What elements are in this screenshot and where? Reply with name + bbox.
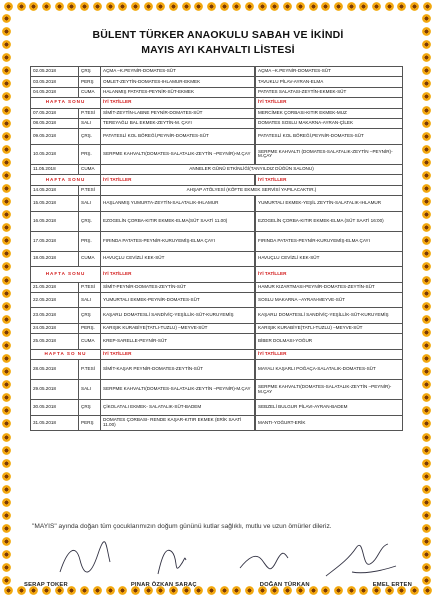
morning-meal: SERPME KAHVALTI(DOMATES-SALATALIK-ZEYTİN –PEYNİR)-M.ÇAY [101,380,255,400]
signatory-names [24,582,412,588]
weekday-cell: CUMA [79,87,101,97]
sunflower-icon [372,2,381,11]
sunflower-icon [2,119,11,128]
morning-meal: SİMİT-KAŞAR PEYNİR-DOMATES-ZEYTİN-SÜT [101,360,255,380]
morning-meal: TEREYAĞLI BAL EKMEK-ZEYTİN-M. ÇAYI [101,118,255,128]
sunflower-icon [2,498,11,507]
sunflower-icon [245,2,254,11]
weekday-cell: SALI [79,380,101,400]
sunflower-icon [232,2,241,11]
table-row [31,144,403,164]
sunflower-icon [422,328,431,337]
table-row [31,164,403,174]
sunflower-icon [2,210,11,219]
sunflower-icon [422,341,431,350]
weekend-label: HAFTA SONU [31,98,101,108]
signature-4 [322,538,402,582]
sunflower-icon [2,367,11,376]
morning-meal: SİMİT-ZEYTİN-LABNE PEYNİR-DOMATES-SÜT [101,108,255,118]
weekday-cell: SALI [79,118,101,128]
morning-meal: HALANMIŞ PATATES-PEYNİR-SÜT-EKMEK [101,87,255,97]
date-cell: 23.05.2018 [31,308,79,324]
morning-meal: YUMURTALI EKMEK-PEYNİR-DOMATES-SÜT [101,292,255,308]
weekday-cell: SALI [79,292,101,308]
table-row [31,308,403,324]
sunflower-icon [4,2,13,11]
table-row [31,292,403,308]
sunflower-icon [422,524,431,533]
weekday-cell: CUMA [79,251,101,267]
weekend-row [31,98,403,108]
sunflower-icon [93,2,102,11]
sunflower-icon [359,2,368,11]
date-cell: 29.05.2018 [31,380,79,400]
sunflower-icon [422,236,431,245]
afternoon-meal: EZOGELİN ÇORBA-KITIR EKMEK-ELMA (SÜT SAATİ 16:00) [256,211,403,231]
sunflower-icon [67,2,76,11]
sunflower-icon [423,2,432,11]
weekday-cell: CUMA [79,164,101,174]
sunflower-icon [422,419,431,428]
border-right [422,14,434,586]
afternoon-meal: SOSLU MAKARNA –AYRAN-MEYVE-SÜT [256,292,403,308]
sunflower-icon [55,2,64,11]
sunflower-icon [207,2,216,11]
weekend-row [31,175,403,185]
morning-meal: İYİ TATİLLER [101,267,255,283]
weekday-cell: PERŞ [79,77,101,87]
date-cell: 16.05.2018 [31,211,79,231]
sunflower-icon [2,79,11,88]
table-row [31,360,403,380]
table-row [31,108,403,118]
morning-meal: OMLET-ZEYTİN-DOMATES-IHLAMUR-EKMEK [101,77,255,87]
table-row [31,415,403,431]
sunflower-icon [2,419,11,428]
weekend-label: HAFTA SO NU [31,349,101,359]
sunflower-icon [2,537,11,546]
sunflower-icon [2,66,11,75]
sunflower-icon [2,223,11,232]
afternoon-meal: YUMURTALI EKMEK-YEŞİL ZEYTİN-SALATALIK-IHLAMUR [256,196,403,212]
date-cell: 30.05.2018 [31,400,79,416]
afternoon-meal: KAŞARLI DOMATESLİ SANDİVİÇ-YEŞİLLİK-SÜT-KURUYEMİŞ [256,308,403,324]
sunflower-icon [283,2,292,11]
morning-meal: İYİ TATİLLER [101,349,255,359]
sunflower-icon [422,145,431,154]
table-row [31,129,403,145]
morning-meal: KARIŞIK KURABİYE(TATLI-TUZLU) –MEYVE-SÜT [101,323,255,333]
weekday-cell: ÇRŞ [79,308,101,324]
date-cell: 03.05.2018 [31,77,79,87]
sunflower-icon [321,2,330,11]
sunflower-icon [2,14,11,23]
sunflower-icon [182,2,191,11]
sunflower-icon [2,106,11,115]
sunflower-icon [422,563,431,572]
table-row [31,67,403,77]
sunflower-icon [296,2,305,11]
afternoon-meal: MAYALI KAŞARLI POĞAÇA-SALATALIK-DOMATES-SÜT [256,360,403,380]
date-cell: 24.05.2018 [31,323,79,333]
morning-meal: İYİ TATİLLER [101,98,255,108]
weekend-row [31,267,403,283]
sunflower-icon [422,367,431,376]
weekday-cell: P.TESİ [79,185,101,195]
sunflower-icon [144,2,153,11]
sunflower-icon [2,354,11,363]
sunflower-icon [42,2,51,11]
sunflower-icon [422,354,431,363]
table-row [31,251,403,267]
signatory-1: SERAP TOKER [24,582,68,588]
sunflower-icon [422,380,431,389]
afternoon-meal: TAVUKLU PİLAV-AYRAN-ELMA [256,77,403,87]
weekday-cell: CUMA [79,334,101,350]
afternoon-meal: FIRINDA PATATES-PEYNİR-KURUYEMİŞ-ELMA ÇAYI [256,231,403,251]
sunflower-icon [270,2,279,11]
date-cell: 04.05.2018 [31,87,79,97]
afternoon-meal: SERPME KAHVALTI(DOMATES-SALATALIK-ZEYTİN –PEYNİR)-M.ÇAY [256,380,403,400]
sunflower-icon [422,315,431,324]
sunflower-icon [131,2,140,11]
table-row [31,282,403,292]
sunflower-icon [29,2,38,11]
sunflower-icon [2,249,11,258]
weekday-cell: P.TESİ [79,282,101,292]
weekend-label: HAFTA SONU [31,175,101,185]
sunflower-icon [106,2,115,11]
morning-meal: SİMİT-PEYNİR-DOMATES-ZEYTİN-SÜT [101,282,255,292]
date-cell: 21.05.2018 [31,282,79,292]
date-cell: 14.05.2018 [31,185,79,195]
afternoon-meal: BİBER DOLMASI-YOĞUR [256,334,403,350]
signatory-3: DOĞAN TÜRKAN [259,582,310,588]
table-row [31,118,403,128]
sunflower-icon [2,446,11,455]
sunflower-icon [2,92,11,101]
weekday-cell: ÇRŞ. [79,211,101,231]
date-cell: 18.05.2018 [31,251,79,267]
sunflower-icon [422,66,431,75]
weekday-cell: P.TESİ [79,108,101,118]
sunflower-icon [422,393,431,402]
signatory-2: PINAR ÖZKAN SARAÇ [130,582,197,588]
event-cell: AHŞAP ATÖLYESİ (KÖFTE EKMEK SERVİSİ YAPILACAKTIR.) [101,185,403,195]
sunflower-icon [2,145,11,154]
sunflower-icon [2,315,11,324]
sunflower-icon [334,2,343,11]
sunflower-icon [422,498,431,507]
sunflower-icon [422,249,431,258]
sunflower-icon [422,158,431,167]
sunflower-icon [2,393,11,402]
sunflower-icon [2,524,11,533]
afternoon-meal: KARIŞIK KURABİYE(TATLI-TUZLU) –MEYVE-SÜT [256,323,403,333]
sunflower-icon [2,406,11,415]
sunflower-icon [422,537,431,546]
border-top [4,2,432,14]
sunflower-icon [422,171,431,180]
morning-meal: HAŞLANMIŞ YUMURTA-ZEYTİN-SALATALIK-IHLAMUR [101,196,255,212]
sunflower-icon [2,171,11,180]
morning-meal: DOMATES ÇORBASI- RENDE KAŞAR-KITIR EKMEK (ERİK SAATİ 11.00) [101,415,255,431]
sunflower-icon [347,2,356,11]
date-cell: 28.05.2018 [31,360,79,380]
date-cell: 15.05.2018 [31,196,79,212]
sunflower-icon [422,406,431,415]
signature-1 [54,538,114,582]
table-row [31,231,403,251]
morning-meal: EZOGELİN ÇORBA-KITIR EKMEK-ELMA(SÜT SAATİ 11.00) [101,211,255,231]
sunflower-icon [385,2,394,11]
date-cell: 08.05.2018 [31,118,79,128]
morning-meal: İYİ TATİLLER [101,175,255,185]
weekday-cell: P.TESİ [79,360,101,380]
morning-meal: SERPME KAHVALTI(DOMATES-SALATALIK-ZEYTİN –PEYNİR)-M.ÇAY [101,144,255,164]
sunflower-icon [422,550,431,559]
weekday-cell: PRŞ. [79,144,101,164]
date-cell: 11.05.2018 [31,164,79,174]
sunflower-icon [422,446,431,455]
sunflower-icon [422,262,431,271]
sunflower-icon [169,2,178,11]
weekday-cell: PRŞ. [79,231,101,251]
afternoon-meal: HAMUR KIZARTMASI-PEYNİR-DOMATES-ZEYTİN-SÜT [256,282,403,292]
sunflower-icon [422,106,431,115]
sunflower-icon [422,289,431,298]
afternoon-meal: PATATES SALATASI-ZEYTİN-EKMEK-SÜT [256,87,403,97]
date-cell: 17.05.2018 [31,231,79,251]
sunflower-icon [422,184,431,193]
weekend-label: HAFTA SONU [31,267,101,283]
morning-meal: FIRINDA PATATES-PEYNİR-KURUYEMİŞ-ELMA ÇAYI [101,231,255,251]
birthday-note: "MAYIS" ayında doğan tüm çocuklarımızın doğum gününü kutlar sağlıklı, mutlu ve uzun ömürler dileriz. [32,523,332,530]
table-row [31,400,403,416]
sunflower-icon [422,433,431,442]
signature-2 [150,538,190,582]
sunflower-icon [2,380,11,389]
morning-meal: KREP-SARELLE-PEYNİR-SÜT [101,334,255,350]
date-cell: 22.05.2018 [31,292,79,308]
sunflower-icon [422,472,431,481]
morning-meal: AÇMA –K.PEYNİR-DOMATES-SÜT [101,67,255,77]
weekend-row [31,349,403,359]
weekday-cell: ÇRŞ [79,67,101,77]
breakfast-table [30,66,403,431]
sunflower-icon [4,586,13,595]
sunflower-icon [156,2,165,11]
sunflower-icon [309,2,318,11]
sunflower-icon [2,576,11,585]
sunflower-icon [2,433,11,442]
sunflower-icon [422,92,431,101]
table-row [31,334,403,350]
sunflower-icon [2,276,11,285]
table-row [31,77,403,87]
sunflower-icon [80,2,89,11]
sunflower-icon [2,184,11,193]
afternoon-meal: MANTI-YOĞURT-ERİK [256,415,403,431]
sunflower-icon [422,485,431,494]
sunflower-icon [422,276,431,285]
table-row [31,87,403,97]
sunflower-icon [423,586,432,595]
sunflower-icon [422,511,431,520]
sunflower-icon [2,197,11,206]
weekday-cell: PERŞ [79,415,101,431]
afternoon-meal: PATATESLİ KOL BÖREĞİ,PEYNİR-DOMATES-SÜT [256,129,403,145]
sunflower-icon [258,2,267,11]
signature-3 [236,538,290,582]
date-cell: 25.05.2018 [31,334,79,350]
breakfast-table-body [31,67,403,431]
sunflower-icon [422,302,431,311]
border-left [2,14,14,586]
sunflower-icon [220,2,229,11]
sunflower-icon [2,511,11,520]
sunflower-icon [2,563,11,572]
weekday-cell: PERŞ. [79,323,101,333]
weekday-cell: ÇRŞ. [79,129,101,145]
afternoon-meal: İYİ TATİLLER [256,175,403,185]
afternoon-meal: SERPME KAHVALTI (DOMATES-SALATALIK-ZEYTİN –PEYNİR)-M.ÇAY [256,144,403,164]
date-cell: 31.05.2018 [31,415,79,431]
list-title: MAYIS AYI KAHVALTI LİSTESİ [141,44,295,56]
morning-meal: HAVUÇLU CEVİZLİ KEK-SÜT [101,251,255,267]
sunflower-icon [422,459,431,468]
afternoon-meal: İYİ TATİLLER [256,98,403,108]
sunflower-icon [2,132,11,141]
table-row [31,211,403,231]
sunflower-icon [410,2,419,11]
sunflower-icon [422,132,431,141]
sunflower-icon [422,197,431,206]
sunflower-icon [2,341,11,350]
sunflower-icon [2,550,11,559]
table-row [31,380,403,400]
date-cell: 02.05.2018 [31,67,79,77]
table-row [31,323,403,333]
afternoon-meal: DOMATES SOSLU MAKARNA-AYRAN-ÇİLEK [256,118,403,128]
afternoon-meal: MERCİMEK ÇORBASI-KITIR EKMEK-MUZ [256,108,403,118]
sunflower-icon [17,2,26,11]
sunflower-icon [2,472,11,481]
table-row [31,185,403,195]
sunflower-icon [422,210,431,219]
date-cell: 10.05.2018 [31,144,79,164]
sunflower-icon [2,262,11,271]
weekday-cell: SALI [79,196,101,212]
morning-meal: KAŞARLI DOMATESLİ SANDİVİÇ-YEŞİLLİK-SÜT-KURUYEMİŞ [101,308,255,324]
date-cell: 09.05.2018 [31,129,79,145]
sunflower-icon [422,79,431,88]
sunflower-icon [118,2,127,11]
sunflower-icon [422,119,431,128]
sunflower-icon [2,485,11,494]
school-title: BÜLENT TÜRKER ANAOKULU SABAH VE İKİNDİ [92,29,344,41]
sunflower-icon [2,328,11,337]
morning-meal: PATATESLİ KOL BÖREĞİ,PEYNİR-DOMATES-SÜT [101,129,255,145]
morning-meal: ÇİKOLATALI EKMEK- SALATALIK-SÜT-BADEM [101,400,255,416]
sunflower-icon [397,2,406,11]
weekday-cell: ÇRŞ [79,400,101,416]
sunflower-icon [2,459,11,468]
sunflower-icon [2,302,11,311]
signatory-4: EMEL ERTEN [372,582,412,588]
afternoon-meal: AÇMA –K.PEYNİR-DOMATES-SÜT [256,67,403,77]
afternoon-meal: SEBZELİ BULGUR PİLAVI-AYRAN-BADEM [256,400,403,416]
sunflower-icon [194,2,203,11]
sunflower-icon [2,236,11,245]
afternoon-meal: HAVUÇLU CEVİZLİ KEK-SÜT [256,251,403,267]
sunflower-icon [422,223,431,232]
sunflower-icon [422,576,431,585]
table-row [31,196,403,212]
sunflower-icon [422,14,431,23]
afternoon-meal: İYİ TATİLLER [256,267,403,283]
afternoon-meal: İYİ TATİLLER [256,349,403,359]
sunflower-icon [2,158,11,167]
sunflower-icon [2,289,11,298]
event-cell: ANNELER GÜNÜ ETKİNLİĞİ(TANYILDIZ DÜĞÜN SALONU) [101,164,403,174]
date-cell: 07.05.2018 [31,108,79,118]
